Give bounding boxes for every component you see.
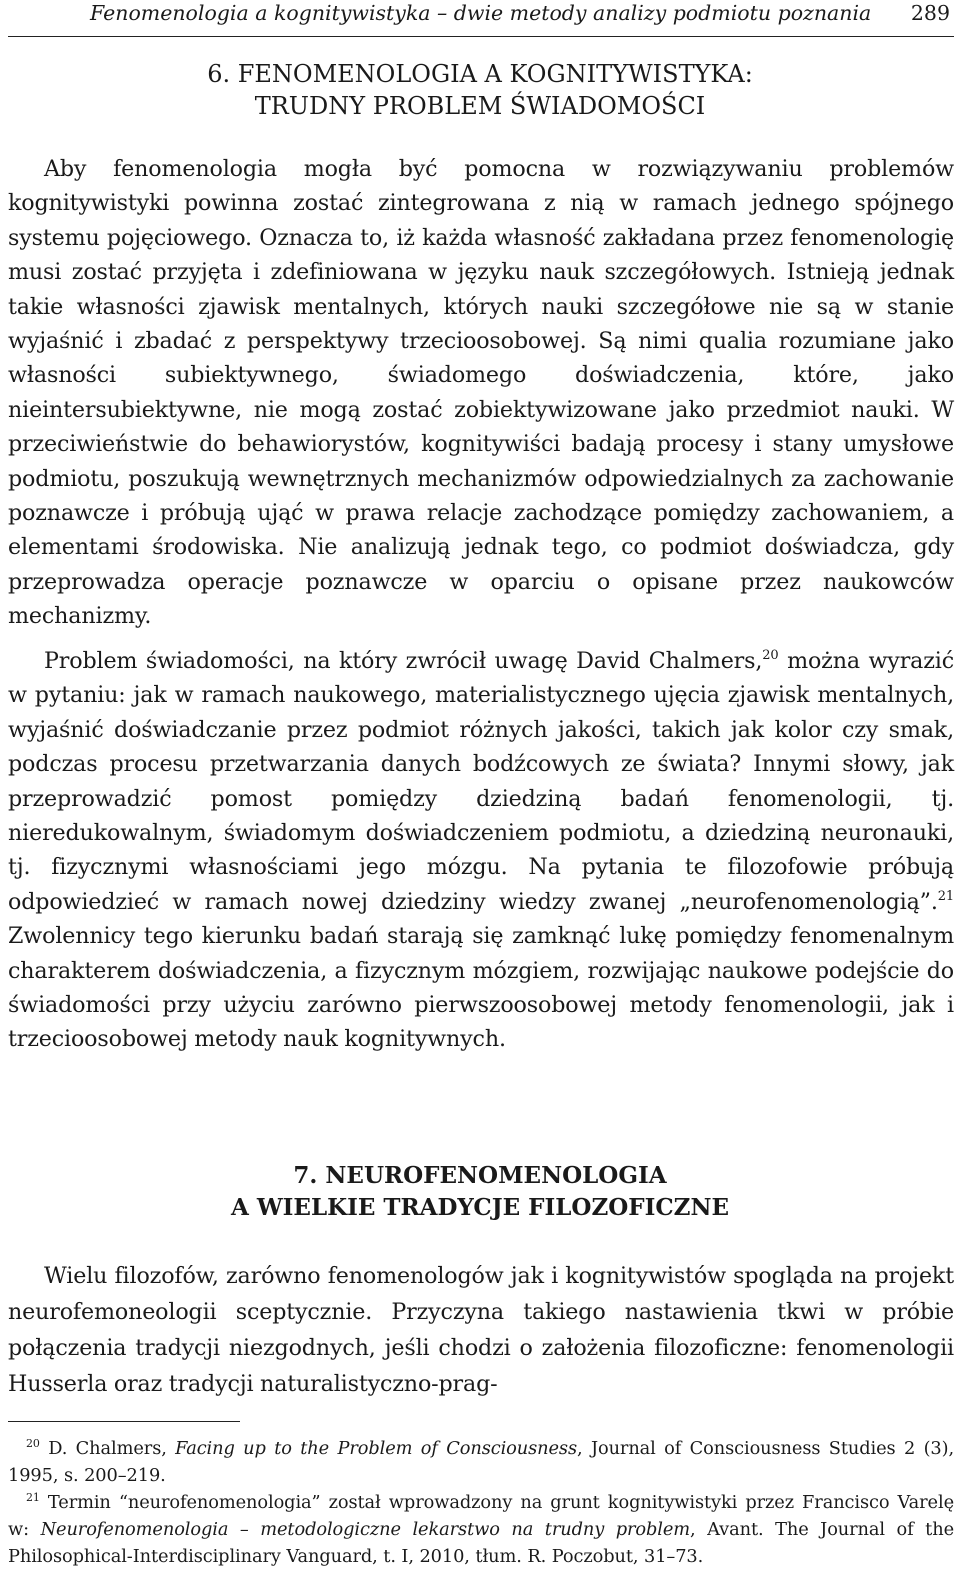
footnote-20-text-a: D. Chalmers, (39, 1438, 176, 1459)
footnote-21-text-a: Termin “neurofenomenologia” został wprowadzony na grunt kognitywistyki przez Francisco Varelę w: (8, 1492, 954, 1540)
footnote-20 (8, 1435, 954, 1489)
running-header (0, 0, 960, 32)
footnote-ref-20: 20 (762, 648, 779, 663)
section-7-heading (0, 1160, 960, 1224)
paragraph-2-text-a: Problem świadomości, na który zwrócił uwagę David Chalmers, (44, 648, 763, 674)
paragraph-1: Aby fenomenologia mogła być pomocna w rozwiązywaniu problemów kognitywistyki powinna zostać zintegrowana z nią w ramach jednego spójnego systemu pojęciowego. Oznacza to, iż każda własność zakładana przez fenomenologię musi zostać przyjęta i zdefiniowana w języku nauk szczegółowych. Istnieją jednak takie własności zjawisk mentalnych, których nauki szczegółowe nie są w stanie wyjaśnić i zbadać z perspektywy trzecioosobowej. Są nimi qualia rozumiane jako własności subiektywnego, świadomego doświadczenia, które, jako nieintersubiektywne, nie mogą zostać zobiektywizowane jako przedmiot nauki. W przeciwieństwie do behawiorystów, kognitywiści badają procesy i stany umysłowe podmiotu, poszukują wewnętrznych mechanizmów odpowiedzialnych za zachowanie poznawcze i próbują ująć w prawa relacje zachodzące pomiędzy zachowaniem, a elementami środowiska. Nie analizują jednak tego, co podmiot doświadcza, gdy przeprowadza operacje poznawcze w oparciu o opisane przez naukowców mechanizmy. (8, 156, 954, 630)
footnote-21 (8, 1489, 954, 1570)
footnote-21-title: Neurofenomenologia – metodologiczne lekarstwo na trudny problem (40, 1519, 691, 1540)
paragraph-2-text-c: Zwolennicy tego kierunku badań starają się zamknąć lukę pomiędzy fenomenalnym charakterem doświadczenia, a fizycznym mózgiem, rozwijając naukowe podejście do świadomości przy użyciu zarówno pierwszoosobowej metody fenomenologii, jak i trzecioosobowej metody nauk kognitywnych. (8, 923, 954, 1053)
paragraph-2-text-b: można wyrazić w pytaniu: jak w ramach naukowego, materialistycznego ujęcia zjawisk mentalnych, wyjaśnić doświadczanie przez podmiot różnych jakości, takich jak kolor czy smak, podczas procesu przetwarzania danych bodźcowych ze świata? Innymi słowy, jak przeprowadzić pomost pomiędzy dziedziną badań fenomenologii, tj. nieredukowalnym, świadomym doświadczeniem podmiotu, a dziedziną neuronauki, tj. fizycznymi własnościami jego mózgu. Na pytania te filozofowie próbują odpowiedzieć w ramach nowej dziedziny wiedzy zwanej „neurofenomenologią”. (8, 648, 954, 915)
footnote-21-text-b: , Avant. The Journal of the Philosophical-Interdisciplinary Vanguard, t. I, 2010, tłum. R. Poczobut, 31–73. (8, 1519, 954, 1567)
footnote-divider (8, 1421, 240, 1422)
header-divider (8, 36, 954, 37)
section-6-heading-line1: 6. FENOMENOLOGIA A KOGNITYWISTYKA: (207, 60, 753, 88)
section-6-heading (0, 58, 960, 122)
section-7-heading-line1: 7. NEUROFENOMENOLOGIA (293, 1162, 667, 1189)
footnote-20-text-b: , Journal of Consciousness Studies 2 (3), 1995, s. 200–219. (8, 1438, 955, 1486)
footnote-20-title: Facing up to the Problem of Consciousness (175, 1438, 577, 1459)
footnote-ref-21: 21 (937, 888, 954, 904)
section-7-heading-line2: A WIELKIE TRADYCJE FILOZOFICZNE (230, 1194, 730, 1221)
paragraph-2 (8, 644, 954, 1057)
footnotes (8, 1435, 954, 1570)
footnote-20-number: 20 (26, 1437, 40, 1450)
footnote-21-number: 21 (26, 1491, 40, 1504)
section-6-heading-line2: TRUDNY PROBLEM ŚWIADOMOŚCI (254, 92, 706, 120)
running-title: Fenomenologia a kognitywistyka – dwie metody analizy podmiotu poznania (90, 1, 872, 25)
page-number: 289 (910, 1, 950, 25)
paragraph-3: Wielu filozofów, zarówno fenomenologów jak i kognitywistów spogląda na projekt neurofemoneologii sceptycznie. Przyczyna takiego nastawienia tkwi w próbie połączenia tradycji niezgodnych, jeśli chodzi o założenia filozoficzne: fenomenologii Husserla oraz tradycji naturalistyczno-prag- (8, 1263, 954, 1397)
